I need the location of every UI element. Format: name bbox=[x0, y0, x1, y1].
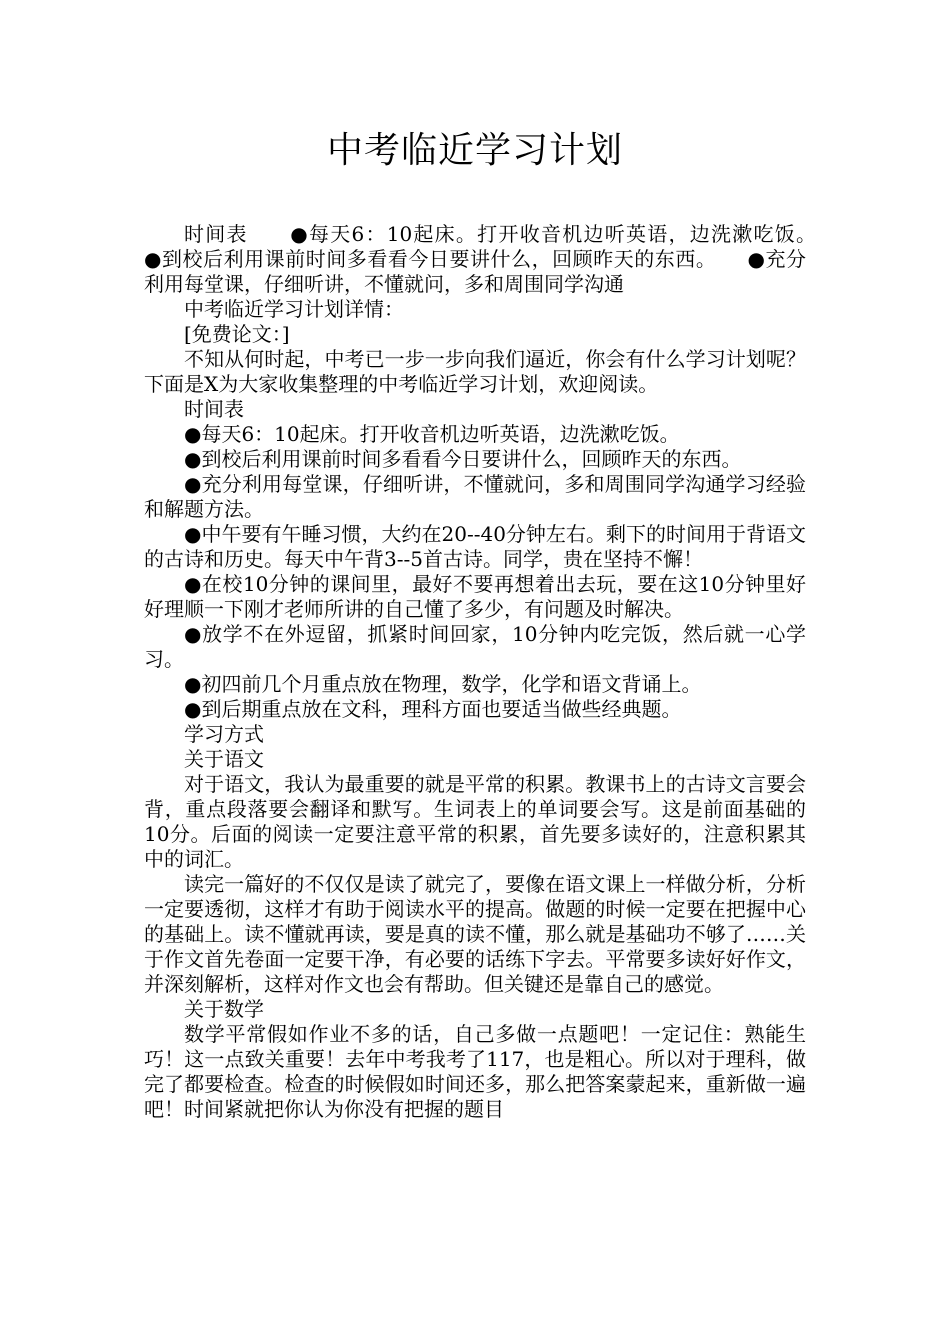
paragraph-11: ●放学不在外逗留，抓紧时间回家，10分钟内吃完饭，然后就一心学习。 bbox=[144, 622, 806, 671]
paragraph-19: 数学平常假如作业不多的话，自己多做一点题吧！一定记住：熟能生巧！这一点致关重要！去年中考我考了117，也是粗心。所以对于理科，做完了都要检查。检查的时候假如时间还多，那么把答案蒙起来，重新做一遍吧！时间紧就把你认为你没有把握的题目 bbox=[144, 1022, 806, 1121]
paragraph-4: 不知从何时起，中考已一步一步向我们逼近，你会有什么学习计划呢？下面是X为大家收集整理的中考临近学习计划，欢迎阅读。 bbox=[144, 347, 806, 396]
paragraph-16: 对于语文，我认为最重要的就是平常的积累。教课书上的古诗文言要会背，重点段落要会翻译和默写。生词表上的单词要会写。这是前面基础的10分。后面的阅读一定要注意平常的积累，首先要多读好的，注意积累其中的词汇。 bbox=[144, 772, 806, 871]
paragraph-2: 中考临近学习计划详情： bbox=[184, 297, 404, 321]
paragraph-17: 读完一篇好的不仅仅是读了就完了，要像在语文课上一样做分析，分析一定要透彻，这样才有助于阅读水平的提高。做题的时候一定要在把握中心的基础上。读不懂就再读，要是真的读不懂，那么就是基础功不够了……关于作文首先卷面一定要干净，有必要的话练下字去。平常要多读好好作文，并深刻解析，这样对作文也会有帮助。但关键还是靠自己的感觉。 bbox=[144, 872, 806, 996]
paragraph-13: ●到后期重点放在文科，理科方面也要适当做些经典题。 bbox=[184, 697, 682, 721]
paragraph-9: ●中午要有午睡习惯，大约在20--40分钟左右。剩下的时间用于背语文的古诗和历史。每天中午背3--5首古诗。同学，贵在坚持不懈！ bbox=[144, 522, 806, 571]
section-heading-math: 关于数学 bbox=[184, 997, 264, 1021]
document-body bbox=[144, 222, 846, 1122]
document-title: 中考临近学习计划 bbox=[326, 130, 623, 171]
paragraph-3: [免费论文：] bbox=[184, 322, 290, 346]
paragraph-10: ●在校10分钟的课间里，最好不要再想着出去玩，要在这10分钟里好好理顺一下刚才老师所讲的自己懂了多少，有问题及时解决。 bbox=[144, 572, 806, 621]
section-heading-chinese: 关于语文 bbox=[184, 747, 264, 771]
section-heading-study-method: 学习方式 bbox=[184, 722, 264, 746]
paragraph-12: ●初四前几个月重点放在物理，数学，化学和语文背诵上。 bbox=[184, 672, 702, 696]
section-heading-schedule: 时间表 bbox=[184, 397, 244, 421]
paragraph-1: 时间表 ●每天6：10起床。打开收音机边听英语，边洗漱吃饭。 ●到校后利用课前时间多看看今日要讲什么，回顾昨天的东西。 ●充分利用每堂课，仔细听讲，不懂就问，多和周围同学沟通 bbox=[144, 222, 846, 296]
paragraph-6: ●每天6：10起床。打开收音机边听英语，边洗漱吃饭。 bbox=[184, 422, 680, 446]
paragraph-7: ●到校后利用课前时间多看看今日要讲什么，回顾昨天的东西。 bbox=[184, 447, 742, 471]
paragraph-8: ●充分利用每堂课，仔细听讲，不懂就问，多和周围同学沟通学习经验和解题方法。 bbox=[144, 472, 806, 521]
